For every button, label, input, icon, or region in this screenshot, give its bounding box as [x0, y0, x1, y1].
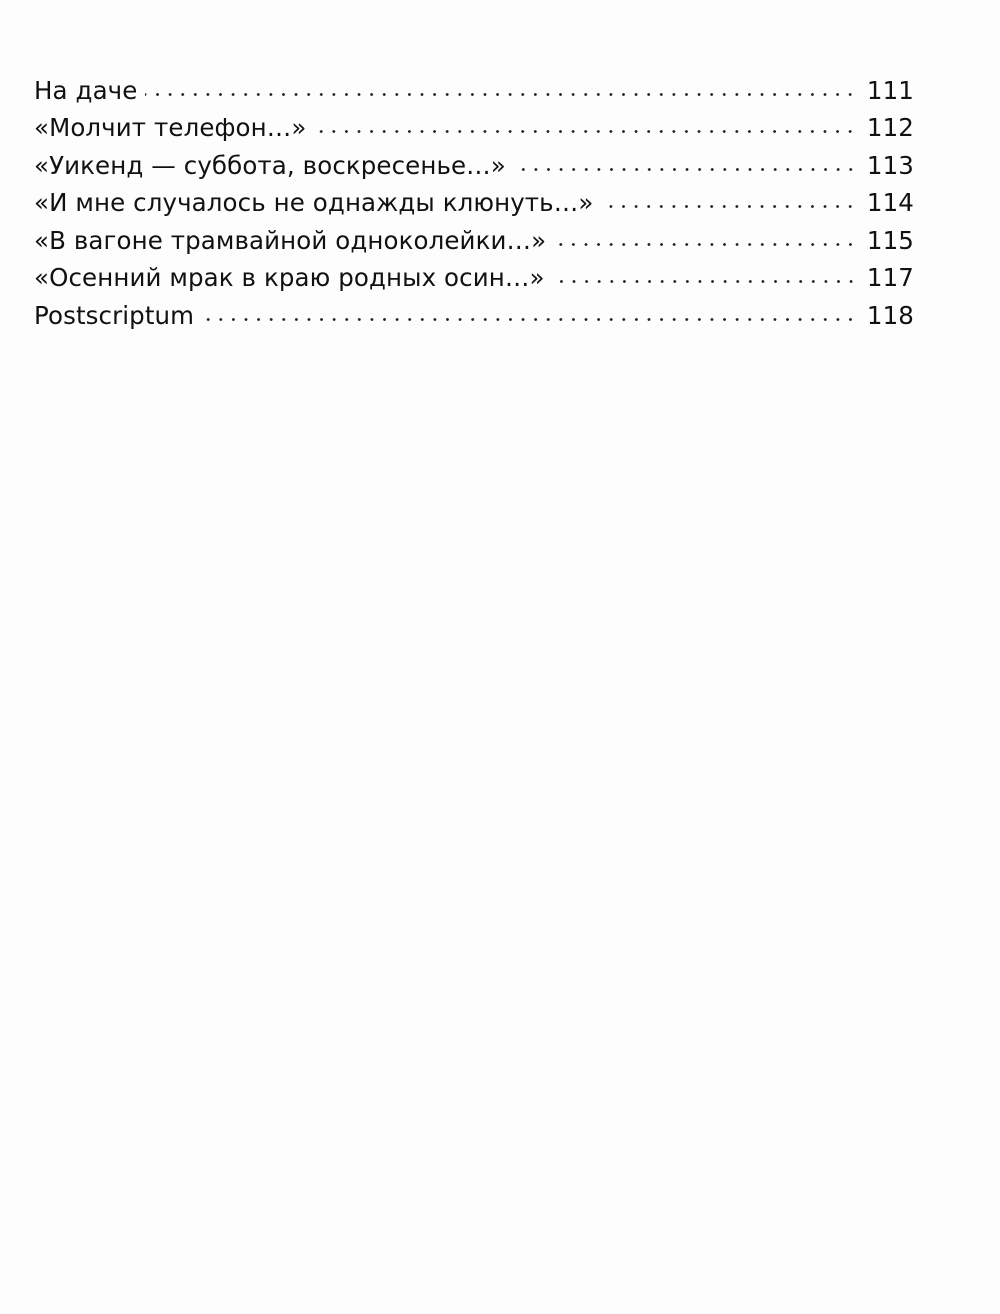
toc-entry-page: 118 [866, 300, 914, 330]
toc-entry [34, 149, 914, 187]
toc-entry-page: 114 [866, 188, 914, 217]
toc-entry-page: 113 [866, 150, 914, 180]
dot-leader [514, 149, 857, 174]
dot-leader [553, 262, 857, 287]
toc-entry-title: Postscriptum [34, 300, 195, 330]
toc-entry [34, 112, 914, 150]
toc-entry-page: 111 [866, 75, 914, 105]
toc-entry [34, 224, 914, 262]
dot-leader [145, 74, 856, 99]
dot-leader [601, 187, 857, 212]
toc-entry-title: «Уикенд — суббота, воскресенье…» [34, 150, 506, 180]
toc-entry [34, 187, 914, 225]
toc-entry-title: «И мне случалось не однажды клюнуть…» [34, 188, 594, 217]
toc-entry-page: 112 [866, 113, 914, 142]
toc-entry-title: «Молчит телефон…» [34, 113, 307, 142]
toc-entry-title: «Осенний мрак в краю родных осин…» [34, 263, 545, 292]
toc-entry [34, 299, 914, 337]
dot-leader [554, 224, 857, 249]
toc-entry-title: На даче [34, 75, 138, 105]
toc-entry-page: 115 [866, 225, 914, 255]
toc-entry-title: «В вагоне трамвайной одноколейки…» [34, 225, 547, 255]
toc-entry [34, 262, 914, 300]
toc-entry-page: 117 [866, 263, 914, 292]
toc-entry [34, 74, 914, 112]
dot-leader [202, 299, 857, 324]
dot-leader [314, 112, 856, 137]
table-of-contents [34, 74, 914, 337]
